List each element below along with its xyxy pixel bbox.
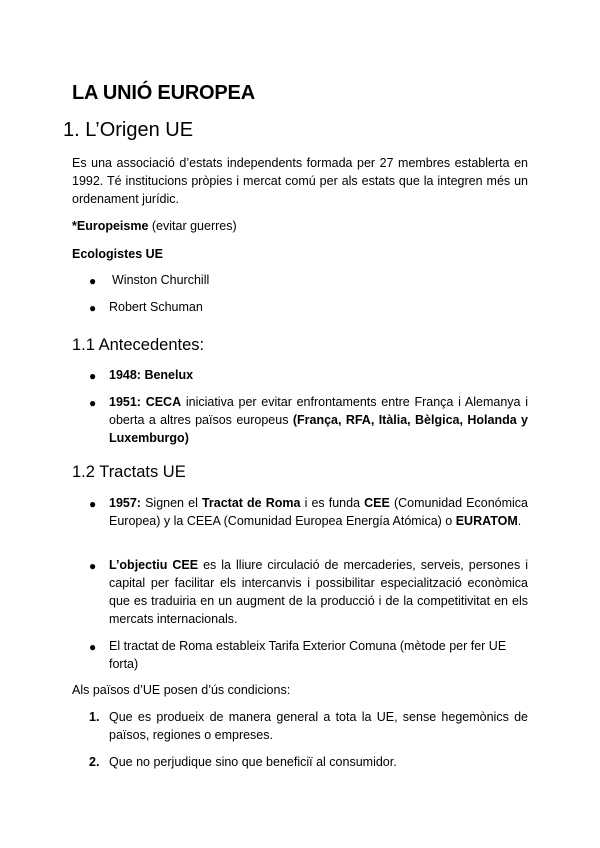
- europeisme-label: *Europeisme: [72, 219, 149, 233]
- europeisme-note: (evitar guerres): [148, 219, 237, 233]
- list-item-benelux: [109, 366, 528, 384]
- bullet-icon: ●: [89, 640, 97, 654]
- tractat-roma: Tractat de Roma: [201, 496, 301, 510]
- bullet-icon: ●: [89, 396, 97, 410]
- text-segment: Signen el: [140, 496, 202, 510]
- euratom-label: EURATOM: [455, 514, 518, 528]
- bullet-icon: ●: [89, 559, 97, 573]
- europeisme-line: [72, 217, 528, 235]
- page-title: LA UNIÓ EUROPEA: [72, 82, 255, 104]
- list-item-tarifa: El tractat de Roma estableix Tarifa Exterior Comuna (mètode per fer UE forta): [109, 639, 507, 671]
- condition-item: Que no perjudique sino que beneficiï al consumidor.: [109, 755, 397, 769]
- ceca-countries: (França, RFA, Itàlia, Bèlgica, Holanda y Luxemburgo): [109, 413, 528, 445]
- ceca-text: iniciativa per evitar enfrontaments entre França i Alemanya i oberta a altres països europeus: [109, 395, 528, 427]
- text-segment: i es funda: [300, 496, 365, 510]
- bullet-icon: ●: [89, 369, 97, 383]
- condition-item: Que es produeix de manera general a tota la UE, sense hegemònics de països, regiones o empreses.: [109, 710, 528, 742]
- bullet-icon: ●: [89, 274, 97, 288]
- cee-label: CEE: [364, 496, 390, 510]
- condition-number: 2.: [89, 755, 100, 769]
- condition-number: 1.: [89, 710, 100, 724]
- bullet-icon: ●: [89, 301, 97, 315]
- year-1957: 1957:: [109, 496, 141, 510]
- list-item-ceca: [109, 393, 528, 447]
- intro-paragraph: Es una associació d’estats independents formada per 27 membres establerta en 1992. Té institucions pròpies i mercat comú per als estats que la integren més un ordenament jurídic.: [72, 156, 528, 206]
- ceca-year: 1951: CECA: [109, 395, 182, 409]
- objectiu-text: es la lliure circulació de mercaderies, serveis, persones i capital per facilitar els intercanvis i possibilitar especialització econòmica que es traduiria en un augment de la producció i de la competitivitat en els mercats internacionals.: [109, 558, 529, 626]
- list-item-1957: [109, 494, 528, 530]
- list-item-objectiu: [109, 556, 528, 628]
- section-heading-tractats: 1.2 Tractats UE: [72, 463, 186, 481]
- objectiu-label: L’objectiu CEE: [109, 558, 199, 572]
- section-heading-origen: 1. L’Origen UE: [63, 119, 194, 141]
- section-heading-antecedentes: 1.1 Antecedentes:: [72, 336, 205, 354]
- list-item-schuman: Robert Schuman: [109, 300, 203, 314]
- text-segment: .: [517, 514, 522, 528]
- ecologistes-label: [72, 245, 528, 263]
- ecologistes-text: Ecologistes UE: [72, 247, 163, 261]
- bullet-icon: ●: [89, 497, 97, 511]
- conditions-intro: Als països d’UE posen d’ús condicions:: [72, 683, 291, 697]
- benelux-text: 1948: Benelux: [109, 368, 194, 382]
- text-segment: (Comunidad Económica Europea) y la CEEA (Comunidad Europea Energía Atómica) o: [109, 496, 528, 528]
- list-item-churchill: Winston Churchill: [112, 273, 210, 287]
